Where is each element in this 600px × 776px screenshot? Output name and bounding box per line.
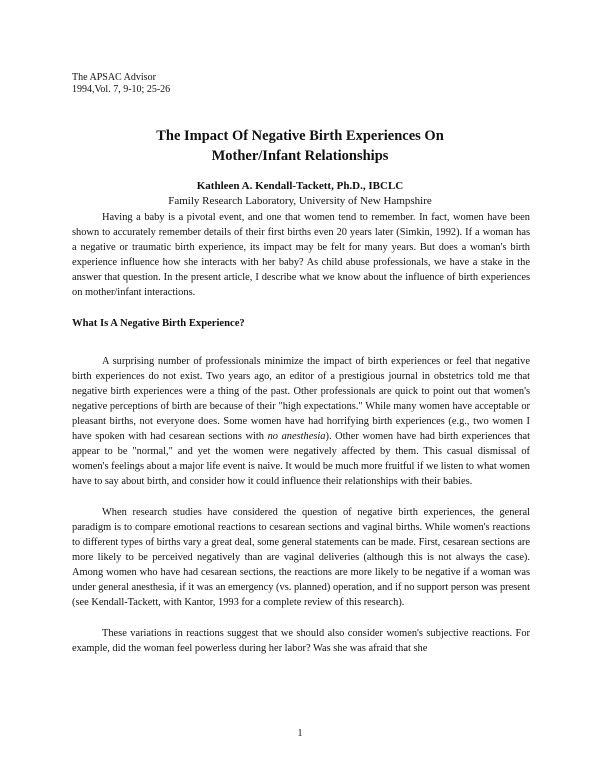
paragraph-text: These variations in reactions suggest that we should also consider women's subjective reactions. For example, did the woman feel powerless during her labor? Was she was afraid that she	[72, 628, 530, 654]
paragraph-text: Having a baby is a pivotal event, and one that women tend to remember. In fact, women have been shown to accurately remember details of their first births even 20 years later (Simkin, 1992). If a woman has a negative or traumatic birth experience, its impact may be felt for many years. But does a woman's birth experience influence how she interacts with her baby? As child abuse professionals, we have a stake in the answer that question. In the present article, I describe what we know about the influence of birth experiences on mother/infant interactions.	[72, 212, 530, 298]
journal-volume: 1994,Vol. 7, 9-10; 25-26	[72, 84, 171, 95]
section-heading: What Is A Negative Birth Experience?	[72, 318, 245, 329]
paragraph-intro	[72, 210, 530, 300]
page-number: 1	[297, 728, 303, 739]
title-line-1: The Impact Of Negative Birth Experiences On	[156, 128, 444, 144]
author-name: Kathleen A. Kendall-Tackett, Ph.D., IBCLC	[196, 180, 404, 192]
emphasis-text: no anesthesia	[267, 431, 326, 442]
paragraph-text: A surprising number of professionals minimize the impact of birth experiences or feel that negative birth experiences do not exist. Two years ago, an editor of a prestigious journal in obstetrics told me that negative birth experiences were a thing of the past. Other professionals are quick to point out that women's negative perceptions of birth are because of their "high expectations." While many women have acceptable or pleasant births, not everyone does. Some women have had horrifying birth experiences (e.g., two women I have spoken with had cesarean sections with	[72, 356, 530, 442]
journal-name: The APSAC Advisor	[72, 72, 156, 83]
paragraph-text-continued: ). Other women have had birth experiences that appear to be "normal," and yet the women were negatively affected by them. This casual dismissal of women's feelings about a major life event is naive. It would be much more fruitful if we listen to what women have to say about birth, and consider how it could influence their relationships with their babies.	[72, 431, 530, 487]
paragraph-subjective	[72, 626, 530, 656]
author-block	[60, 179, 540, 209]
author-affiliation: Family Research Laboratory, University of New Hampshire	[168, 195, 432, 207]
paragraph-research	[72, 505, 530, 610]
journal-citation	[72, 72, 170, 96]
paragraph-professionals	[72, 354, 530, 489]
article-title	[60, 126, 540, 166]
title-line-2: Mother/Infant Relationships	[211, 148, 389, 164]
paragraph-text: When research studies have considered the question of negative birth experiences, the general paradigm is to compare emotional reactions to cesarean sections and vaginal births. While women's reactions to different types of births vary a great deal, some general statements can be made. First, cesarean sections are more likely to be perceived negatively than are vaginal deliveries (although this is not always the case). Among women who have had cesarean sections, the reactions are more likely to be negative if a woman was under general anesthesia, if it was an emergency (vs. planned) operation, and if no support person was present (see Kendall-Tackett, with Kantor, 1993 for a complete review of this research).	[72, 507, 530, 608]
